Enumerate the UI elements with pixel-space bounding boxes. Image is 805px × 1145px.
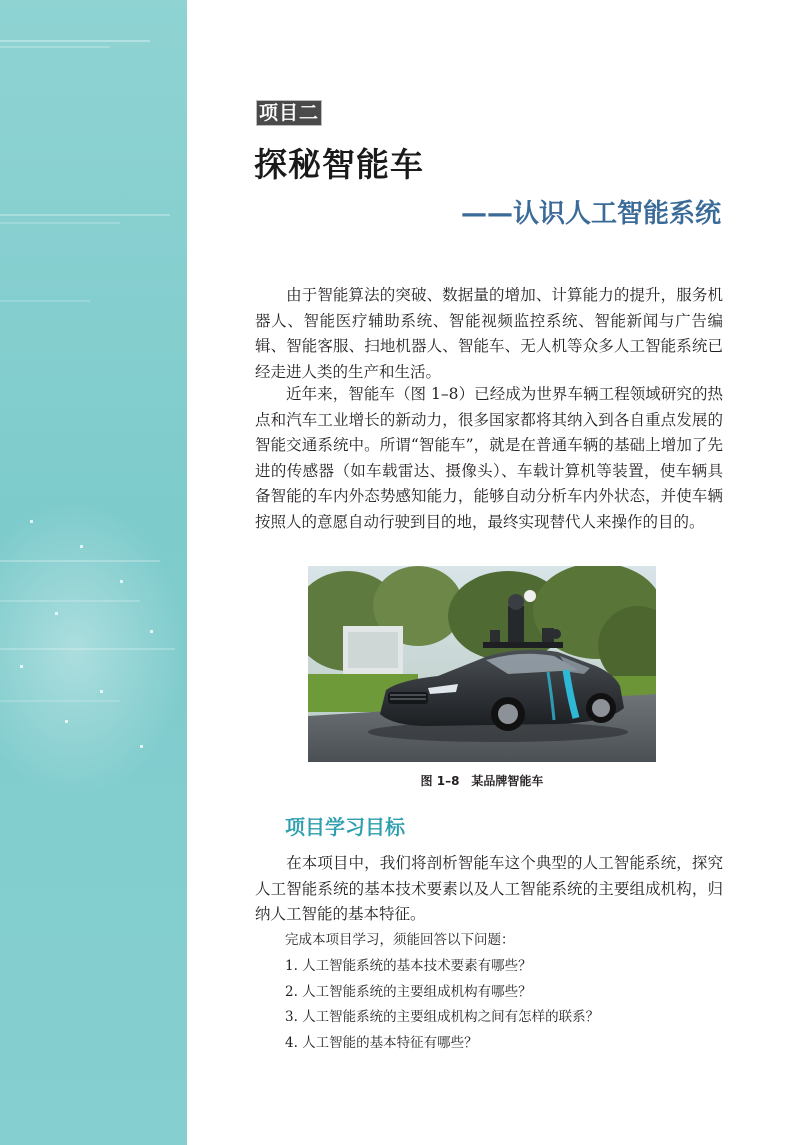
list-item: 1. 人工智能系统的基本技术要素有哪些？ xyxy=(285,958,532,974)
band-dot xyxy=(20,665,23,668)
band-dot xyxy=(150,630,153,633)
figure-caption: 图 1–8 某品牌智能车 xyxy=(420,774,544,788)
smart-car-photo xyxy=(308,566,656,762)
band-streak xyxy=(0,222,120,224)
band-streak xyxy=(0,46,110,48)
band-streak xyxy=(0,600,140,602)
objectives-paragraph-text: 在本项目中，我们将剖析智能车这个典型的人工智能系统，探究人工智能系统的基本技术要素以及人工智能系统的主要组成机构，归纳人工智能的基本特征。 xyxy=(255,854,723,923)
band-dot xyxy=(100,690,103,693)
list-item: 2. 人工智能系统的主要组成机构有哪些？ xyxy=(285,983,532,1000)
intro-paragraph-2 xyxy=(255,382,723,535)
project-tag: 项目二 xyxy=(256,100,322,126)
intro-paragraph-2-text: 近年来，智能车（图 1–8）已经成为世界车辆工程领域研究的热点和汽车工业增长的新动力，很多国家都将其纳入到各自重点发展的智能交通系统中。所谓“智能车”，就是在普通车辆的基础上增加了先进的传感器（如车载雷达、摄像头）、车载计算机等装置，使车辆具备智能的车内外态势感知能力，能够自动分析车内外状态，并使车辆按照人的意愿自动行驶到目的地，最终实现替代人来操作的目的。 xyxy=(255,385,723,531)
page-subtitle: ——认识人工智能系统 xyxy=(460,199,721,229)
page-title: 探秘智能车 xyxy=(254,145,424,184)
band-dot xyxy=(140,745,143,748)
band-glow xyxy=(0,500,187,800)
band-dot xyxy=(120,580,123,583)
band-dot xyxy=(65,720,68,723)
intro-paragraph-1-text: 由于智能算法的突破、数据量的增加、计算能力的提升，服务机器人、智能医疗辅助系统、智能视频监控系统、智能新闻与广告编辑、智能客服、扫地机器人、智能车、无人机等众多人工智能系统已经走进人类的生产和生活。 xyxy=(255,286,723,381)
band-streak xyxy=(0,300,90,302)
band-streak xyxy=(0,700,120,702)
decorative-side-band xyxy=(0,0,187,1145)
band-streak xyxy=(0,560,160,562)
band-streak xyxy=(0,40,150,42)
objectives-paragraph xyxy=(255,851,723,928)
band-dot xyxy=(55,612,58,615)
band-dot xyxy=(80,545,83,548)
band-streak xyxy=(0,648,175,650)
question-list xyxy=(285,954,599,1056)
list-item: 3. 人工智能系统的主要组成机构之间有怎样的联系？ xyxy=(285,1009,600,1025)
band-streak xyxy=(0,214,170,216)
band-dot xyxy=(30,520,33,523)
intro-paragraph-1 xyxy=(255,283,723,385)
list-item: 4. 人工智能的基本特征有哪些？ xyxy=(285,1034,478,1051)
self-driving-car-photo-icon xyxy=(308,566,656,762)
questions-prompt: 完成本项目学习，须能回答以下问题： xyxy=(285,932,515,948)
objectives-heading: 项目学习目标 xyxy=(285,815,405,839)
